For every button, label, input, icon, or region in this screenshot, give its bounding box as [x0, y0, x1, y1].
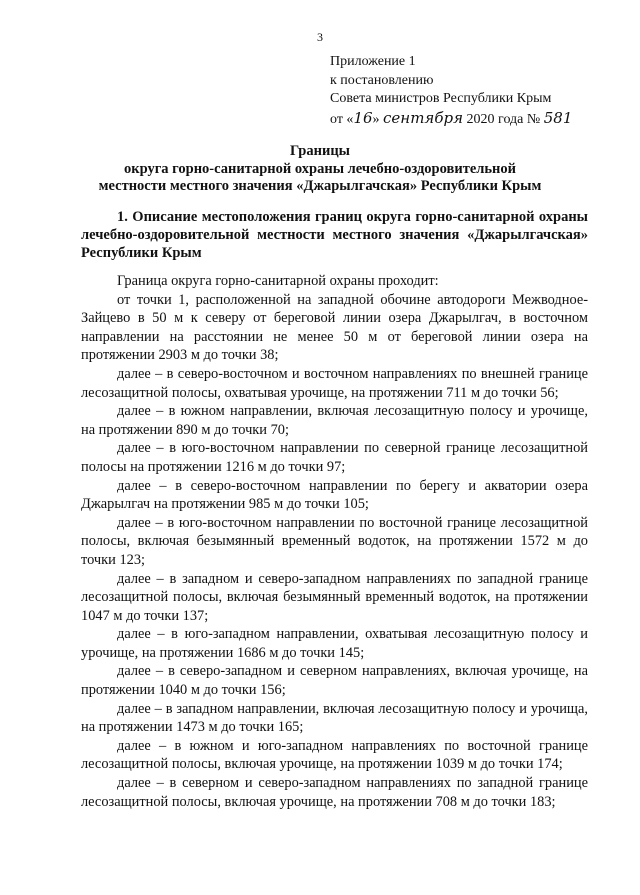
paragraph: далее – в западном и северо-западном направлениях по западной границе лесозащитной полосы, включая безымянный временный водоток, на протяжении 1047 м до точки 137; [81, 570, 588, 624]
paragraph: далее – в северо-восточном направлении по берегу и акватории озера Джарылгач на протяжении 985 м до точки 105; [81, 477, 588, 513]
paragraph: далее – в южном направлении, включая лесозащитную полосу и урочище, на протяжении 890 м до точки 70; [81, 403, 588, 438]
annex-block [330, 53, 572, 129]
paragraph: далее – в юго-восточном направлении по северной границе лесозащитной полосы на протяжении 1216 м до точки 97; [81, 440, 588, 475]
paragraph: Граница округа горно-санитарной охраны проходит: [117, 273, 439, 289]
date-year: 2020 года № [463, 111, 544, 127]
title-line-1: Границы [289, 143, 350, 159]
paragraph: далее – в северо-восточном и восточном направлениях по внешней границе лесозащитной полосы, охватывая урочище, на протяжении 711 м до точки 56; [81, 365, 588, 401]
annex-date-line [330, 109, 572, 130]
paragraph: далее – в северном и северо-западном направлениях по западной границе лесозащитной полосы, включая урочище, на протяжении 708 м до точки 183; [81, 775, 588, 810]
document-title [0, 143, 640, 196]
date-month-handwritten: сентября [383, 108, 464, 127]
paragraph: далее – в юго-восточном направлении по восточной границе лесозащитной полосы, включая безымянный временный водоток, на протяжении 1572 м до точки 123; [81, 514, 588, 568]
paragraph: от точки 1, расположенной на западной обочине автодороги Межводное-Зайцево в 50 м к северу от береговой линии озера Джарылгач, в восточном направлении на расстоянии не менее 50 м от береговой линии озера на протяжении 2903 м до точки 38; [81, 291, 588, 364]
annex-line-3: Совета министров Республики Крым [330, 91, 552, 106]
paragraph: далее – в западном направлении, включая лесозащитную полосу и урочища, на протяжении 1473 м до точки 165; [81, 700, 588, 736]
paragraph: далее – в юго-западном направлении, охватывая лесозащитную полосу и урочище, на протяжении 1686 м до точки 145; [81, 626, 588, 661]
date-day-handwritten: 16 [353, 108, 373, 127]
annex-line-2: к постановлению [330, 72, 434, 88]
paragraph: далее – в южном и юго-западном направлениях по восточной границе лесозащитной полосы, включая урочище, на протяжении 1039 м до точки 174; [81, 737, 588, 773]
section-heading: 1. Описание местоположения границ округа горно-санитарной охраны лечебно-оздоровительной местности местного значения «Джарылгачская» Республики Крым [81, 209, 588, 261]
annex-line-1: Приложение 1 [330, 54, 416, 69]
body-text [81, 272, 588, 811]
paragraph: далее – в северо-западном и северном направлениях, включая урочище, на протяжении 1040 м до точки 156; [81, 663, 588, 699]
title-line-2: округа горно-санитарной охраны лечебно-оздоровительной [123, 160, 517, 177]
date-prefix: от « [330, 111, 354, 127]
page-number: 3 [317, 30, 323, 44]
doc-number-handwritten: 581 [543, 108, 573, 127]
date-mid: » [372, 111, 384, 127]
title-line-3: местности местного значения «Джарылгачская» Республики Крым [98, 178, 542, 194]
